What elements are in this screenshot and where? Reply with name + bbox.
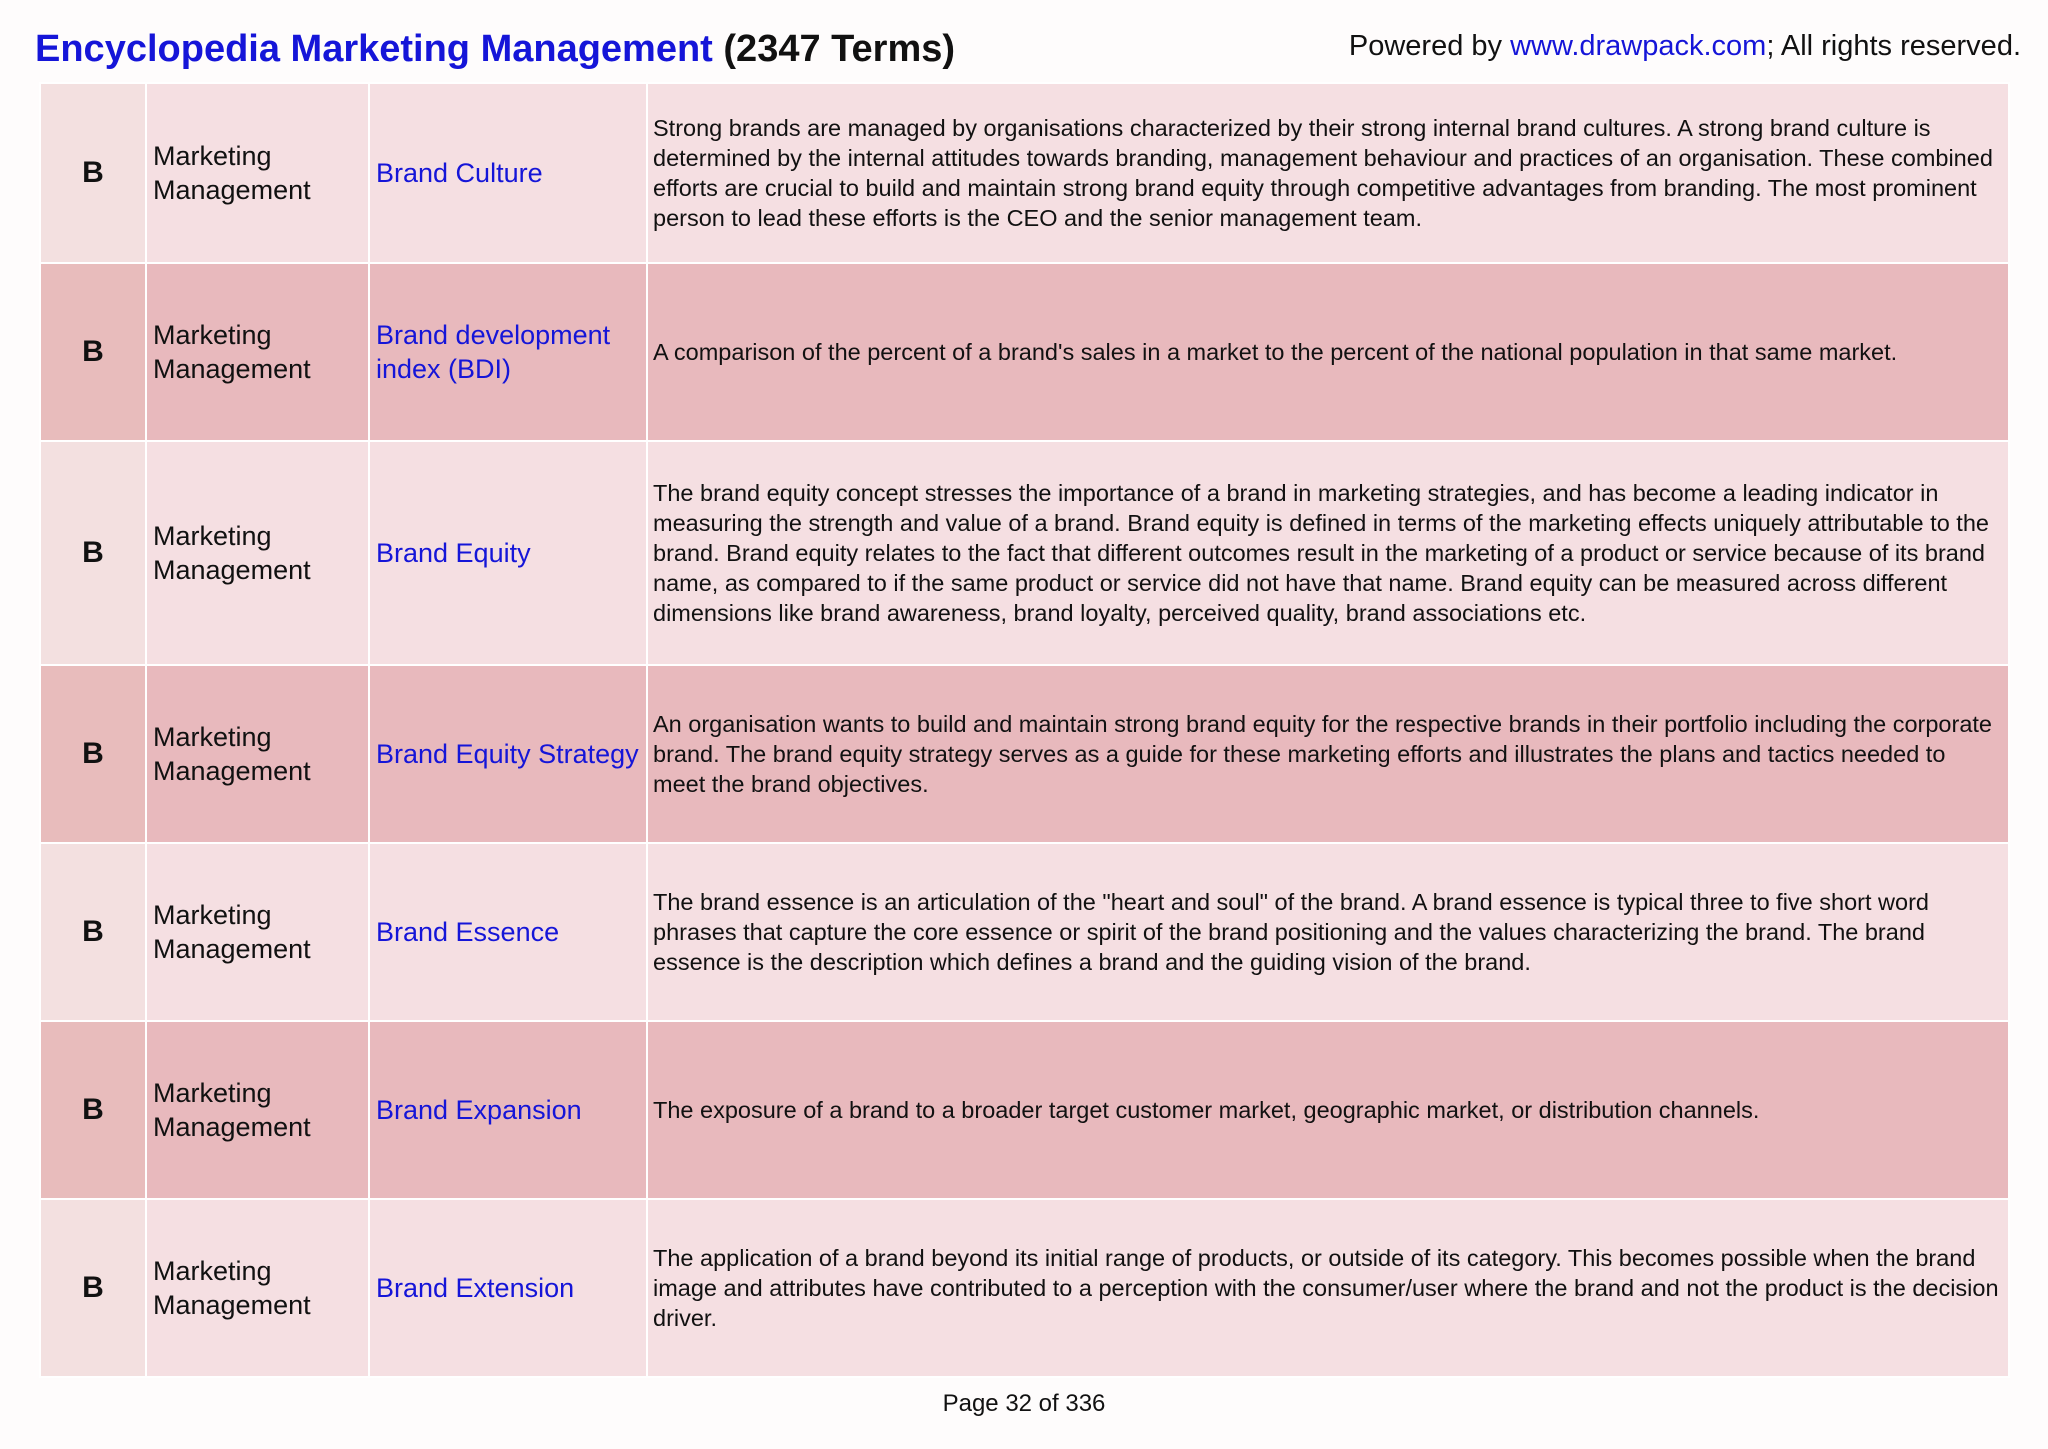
table-row — [40, 441, 2009, 665]
letter-cell: B — [40, 843, 146, 1021]
letter-cell: B — [40, 441, 146, 665]
term-link[interactable]: Brand development index (BDI) — [369, 263, 647, 441]
table-row — [40, 843, 2009, 1021]
category-cell: Marketing Management — [146, 1199, 369, 1377]
drawpack-link[interactable]: www.drawpack.com — [1510, 30, 1767, 62]
rights-text: ; All rights reserved. — [1766, 30, 2021, 62]
table-row — [40, 1199, 2009, 1377]
category-cell: Marketing Management — [146, 441, 369, 665]
powered-prefix: Powered by — [1348, 30, 1511, 62]
table-row — [40, 83, 2009, 263]
letter-cell: B — [40, 1021, 146, 1199]
term-link[interactable]: Brand Culture — [369, 83, 647, 263]
category-cell: Marketing Management — [146, 843, 369, 1021]
definition-cell: A comparison of the percent of a brand's sales in a market to the percent of the national population in that same market. — [647, 263, 2009, 441]
powered-by-notice — [1349, 30, 2021, 63]
page-title — [35, 28, 955, 71]
definition-cell: The application of a brand beyond its initial range of products, or outside of its category. This becomes possible when the brand image and attributes have contributed to a perception with the consumer/user where the brand and not the product is the decision driver. — [647, 1199, 2009, 1377]
category-cell: Marketing Management — [146, 1021, 369, 1199]
definition-cell: The exposure of a brand to a broader target customer market, geographic market, or distribution channels. — [647, 1021, 2009, 1199]
terms-table — [39, 82, 2010, 1378]
table-row — [40, 263, 2009, 441]
category-cell: Marketing Management — [146, 665, 369, 843]
table-row — [40, 1021, 2009, 1199]
title-main: Encyclopedia Marketing Management — [35, 28, 713, 70]
term-link[interactable]: Brand Equity Strategy — [369, 665, 647, 843]
definition-cell: Strong brands are managed by organisations characterized by their strong internal brand cultures. A strong brand culture is determined by the internal attitudes towards branding, management behaviour and practices of an organisation. These combined efforts are crucial to build and maintain strong brand equity through competitive advantages from branding. The most prominent person to lead these efforts is the CEO and the senior management team. — [647, 83, 2009, 263]
letter-cell: B — [40, 1199, 146, 1377]
page-header — [35, 28, 2021, 80]
definition-cell: An organisation wants to build and maintain strong brand equity for the respective brands in their portfolio including the corporate brand. The brand equity strategy serves as a guide for these marketing efforts and illustrates the plans and tactics needed to meet the brand objectives. — [647, 665, 2009, 843]
table-row — [40, 665, 2009, 843]
term-link[interactable]: Brand Expansion — [369, 1021, 647, 1199]
definition-cell: The brand essence is an articulation of the "heart and soul" of the brand. A brand essence is typical three to five short word phrases that capture the core essence or spirit of the brand positioning and the values characterizing the brand. The brand essence is the description which defines a brand and the guiding vision of the brand. — [647, 843, 2009, 1021]
letter-cell: B — [40, 83, 146, 263]
term-link[interactable]: Brand Extension — [369, 1199, 647, 1377]
page-number: Page 32 of 336 — [942, 1390, 1106, 1417]
letter-cell: B — [40, 263, 146, 441]
title-term-count: (2347 Terms) — [723, 28, 956, 70]
category-cell: Marketing Management — [146, 83, 369, 263]
category-cell: Marketing Management — [146, 263, 369, 441]
term-link[interactable]: Brand Essence — [369, 843, 647, 1021]
letter-cell: B — [40, 665, 146, 843]
term-link[interactable]: Brand Equity — [369, 441, 647, 665]
definition-cell: The brand equity concept stresses the importance of a brand in marketing strategies, and has become a leading indicator in measuring the strength and value of a brand. Brand equity is defined in terms of the marketing effects uniquely attributable to the brand. Brand equity relates to the fact that different outcomes result in the marketing of a product or service because of its brand name, as compared to if the same product or service did not have that name. Brand equity can be measured across different dimensions like brand awareness, brand loyalty, perceived quality, brand associations etc. — [647, 441, 2009, 665]
